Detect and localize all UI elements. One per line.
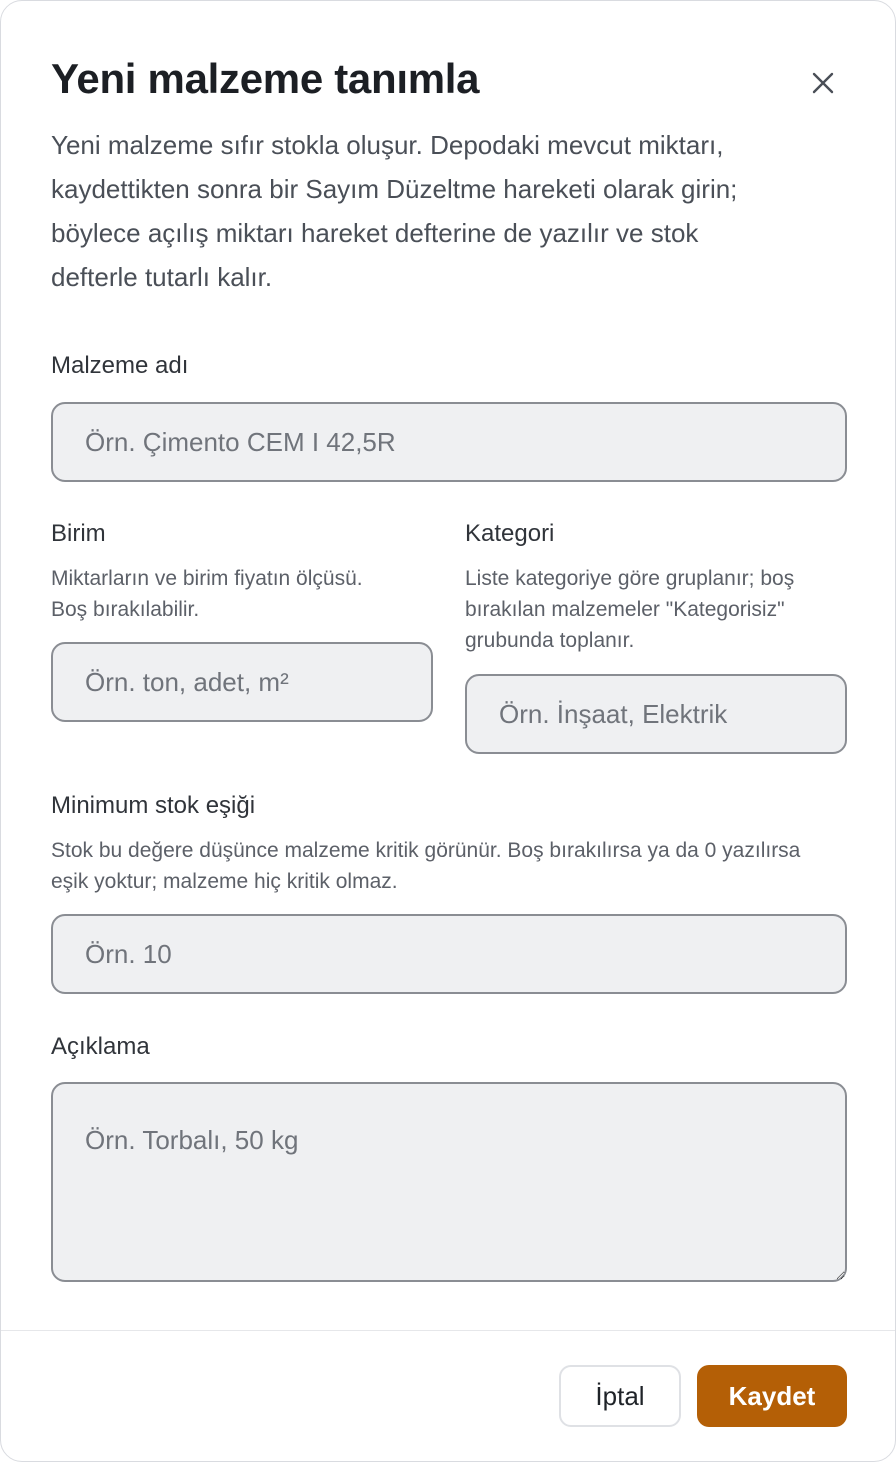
category-input[interactable]	[465, 674, 847, 754]
unit-help-text: Miktarların ve birim fiyatın ölçüsü. Boş bırakılabilir.	[51, 567, 363, 621]
category-help-text: Liste kategoriye göre gruplanır; boş bırakılan malzemeler "Kategorisiz" grubunda toplanır.	[465, 567, 795, 652]
min-stock-label: Minimum stok eşiği	[51, 792, 256, 819]
material-name-input[interactable]	[51, 402, 847, 482]
min-stock-input[interactable]	[51, 914, 847, 994]
close-button[interactable]	[803, 63, 843, 103]
category-label: Kategori	[465, 520, 555, 547]
unit-label: Birim	[51, 520, 106, 547]
cancel-button[interactable]: İptal	[559, 1365, 681, 1427]
footer-divider	[1, 1330, 896, 1331]
close-icon	[812, 72, 834, 94]
description-textarea[interactable]	[51, 1082, 847, 1282]
dialog-title: Yeni malzeme tanımla	[51, 55, 480, 102]
description-label: Açıklama	[51, 1033, 150, 1060]
material-name-label: Malzeme adı	[51, 352, 189, 379]
unit-input[interactable]	[51, 642, 433, 722]
min-stock-help-text: Stok bu değere düşünce malzeme kritik görünür. Boş bırakılırsa ya da 0 yazılırsa eşik yoktur; malzeme hiç kritik olmaz.	[51, 839, 801, 893]
save-button[interactable]: Kaydet	[697, 1365, 847, 1427]
dialog-description: Yeni malzeme sıfır stokla oluşur. Depodaki mevcut miktarı, kaydettikten sonra bir Sayım Düzeltme hareketi olarak girin; böylece açılış miktarı hareket defterine de yazılır ve stok defterle tutarlı kalır.	[51, 130, 738, 292]
